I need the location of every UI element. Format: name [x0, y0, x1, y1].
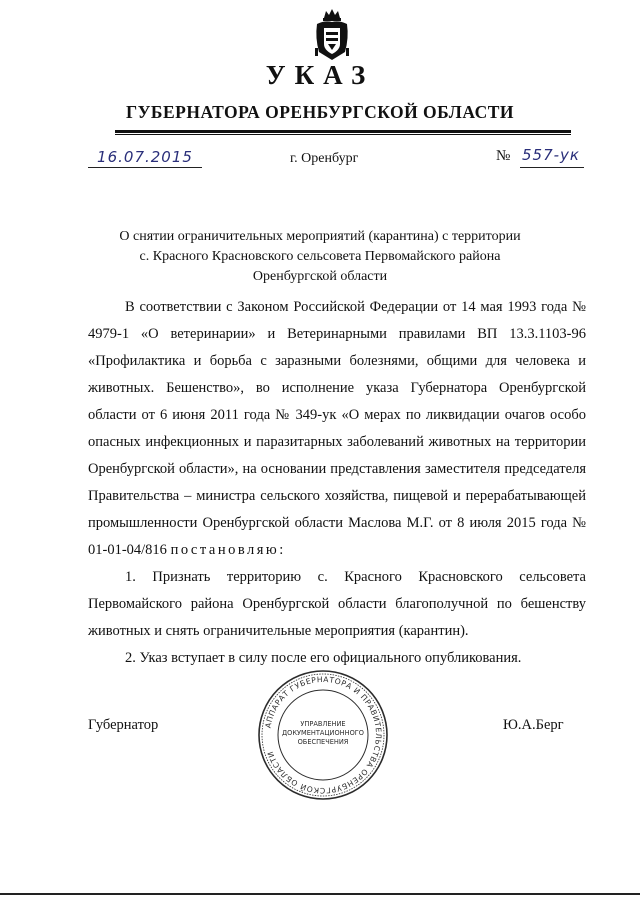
- number-underline: [520, 167, 584, 168]
- document-number: 557-ук: [522, 146, 580, 164]
- decree-word: постановляю:: [170, 542, 286, 558]
- document-issuer: ГУБЕРНАТОРА ОРЕНБУРГСКОЙ ОБЛАСТИ: [125, 102, 515, 122]
- subject-line: с. Красного Красновского сельсовета Первомайского района: [139, 249, 501, 264]
- page-bottom-edge: [0, 893, 640, 895]
- preamble-text: В соответствии с Законом Российской Федерации от 14 мая 1993 года № 4979-1 «О ветеринарии» и Ветеринарными правилами ВП 13.3.1103-96 «Профилактика и борьба с заразными болезнями, общими для человека и животных. Бешенство», во исполнение указа Губернатора Оренбургской области от 6 июня 2011 года № 349-ук «О мерах по ликвидации очагов особо опасных инфекционных и паразитарных заболеваний животных на территории Оренбургской области», на основании представления заместителя председателя Правительства – министра сельского хозяйства, пищевой и перерабатывающей промышленности Оренбургской области Маслова М.Г. от 8 июля 2015 года № 01-01-04/816: [88, 299, 586, 558]
- coat-of-arms-icon: [313, 8, 351, 62]
- date-underline: [88, 167, 202, 168]
- subject-line: О снятии ограничительных мероприятий (карантина) с территории: [119, 229, 521, 244]
- seal-inner-line: ДОКУМЕНТАЦИОННОГО: [282, 729, 364, 737]
- official-seal-stamp: [256, 668, 390, 802]
- header-rule-thin: [115, 134, 571, 135]
- document-title: УКАЗ: [265, 60, 375, 90]
- date-value: 16.07.2015: [97, 148, 193, 166]
- document-date: [88, 148, 202, 166]
- signatory-role: Губернатор: [88, 717, 159, 733]
- seal-inner-line: УПРАВЛЕНИЕ: [300, 720, 346, 728]
- subject-line: Оренбургской области: [252, 269, 388, 284]
- preamble-paragraph: [88, 294, 586, 564]
- number-label: №: [496, 148, 511, 164]
- signatory-name: Ю.А.Берг: [503, 717, 564, 733]
- seal-inner-line: ОБЕСПЕЧЕНИЯ: [297, 738, 349, 746]
- document-subject: [0, 227, 640, 287]
- decree-item-1: 1. Признать территорию с. Красного Красновского сельсовета Первомайского района Оренбургской области благополучной по бешенству животных и снять ограничительные мероприятия (карантин).: [88, 569, 586, 639]
- document-body: [88, 294, 586, 672]
- header-rule: [115, 130, 571, 133]
- seal-outer-text: АППАРАТ ГУБЕРНАТОРА И ПРАВИТЕЛЬСТВА ОРЕНБУРГСКОЙ ОБЛАСТИ: [263, 674, 384, 796]
- document-city: г. Оренбург: [290, 151, 359, 166]
- decree-item-2: 2. Указ вступает в силу после его официального опубликования.: [125, 650, 522, 666]
